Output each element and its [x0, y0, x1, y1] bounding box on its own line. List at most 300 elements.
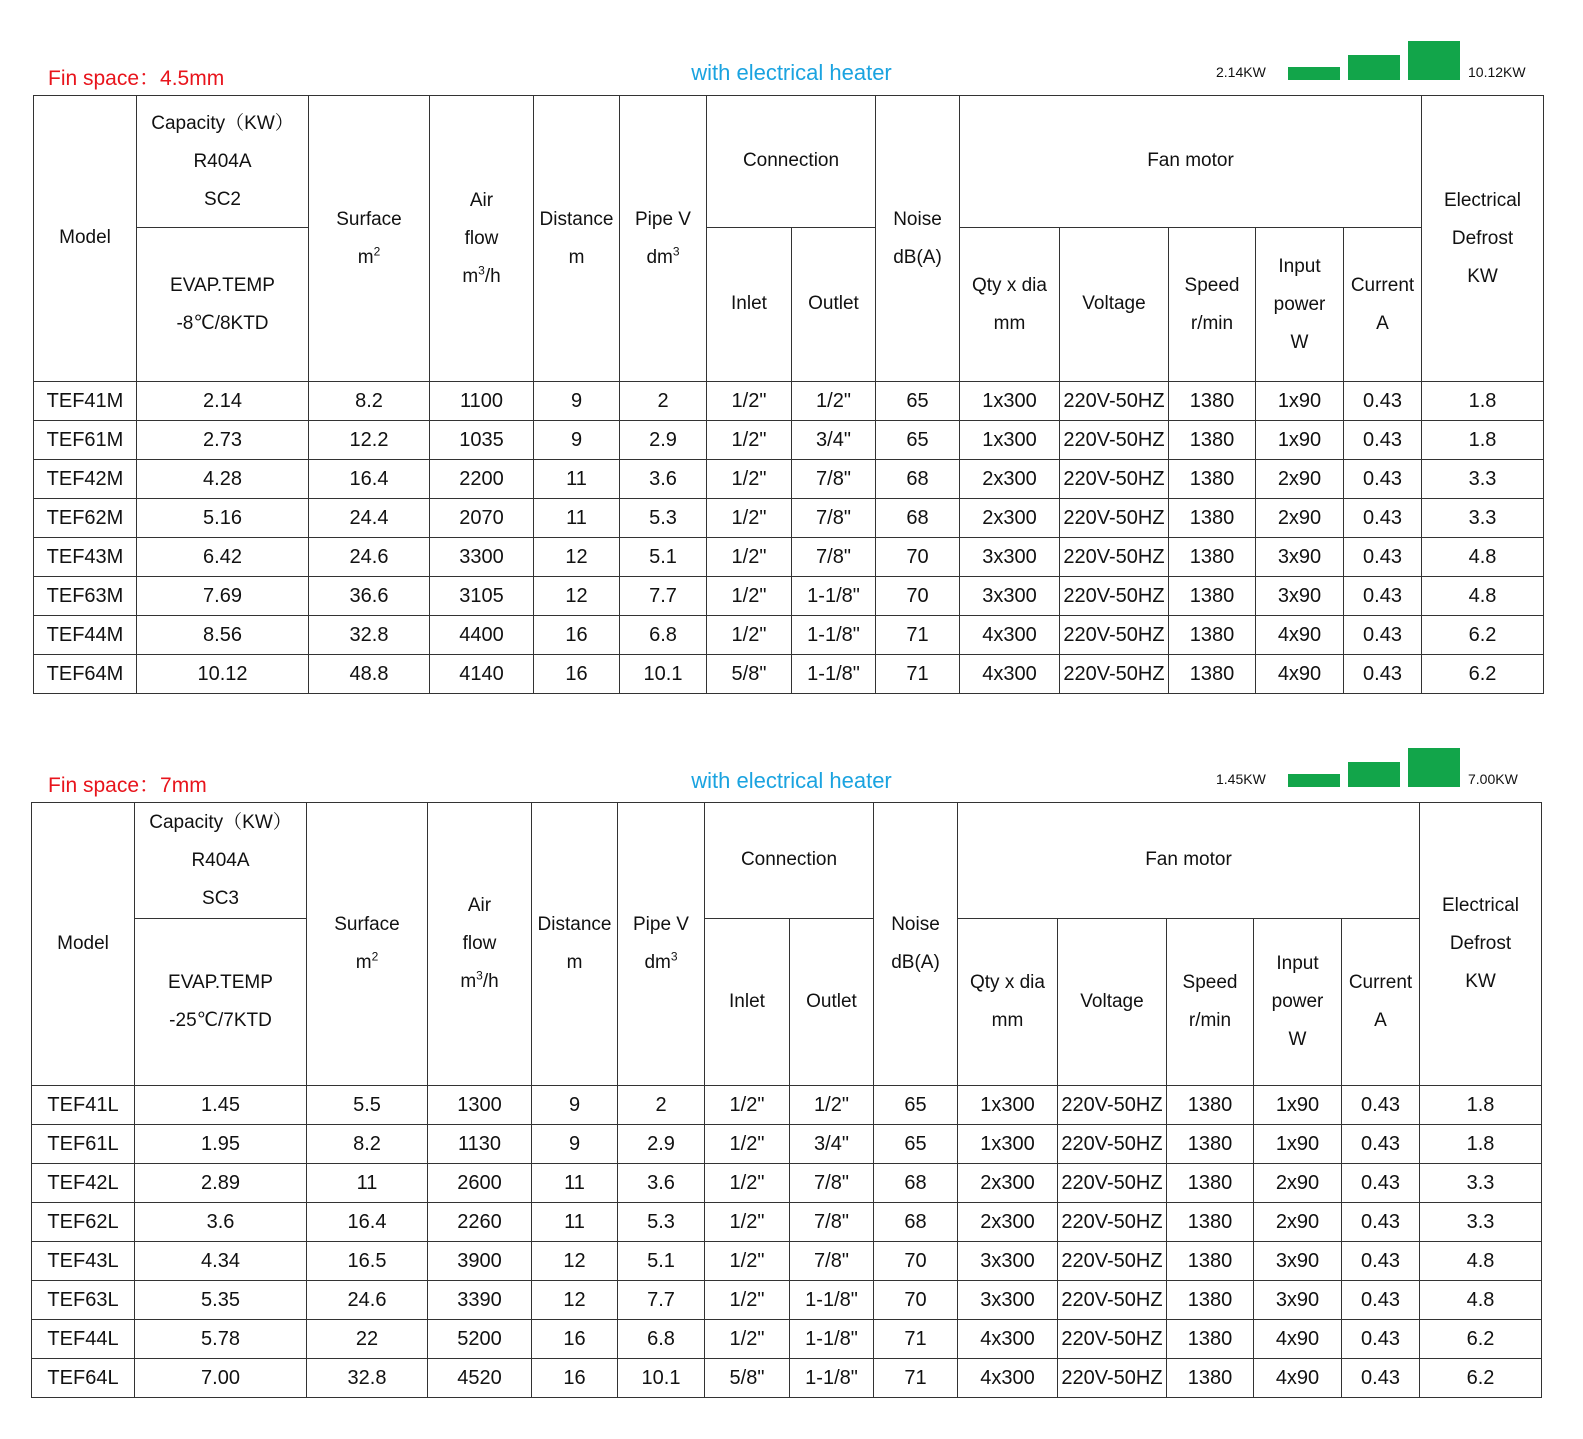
table-cell: 1/2" [705, 1086, 790, 1125]
table-cell: 16 [532, 1320, 618, 1359]
table-cell: 4x300 [958, 1359, 1058, 1398]
table-cell: 3x300 [958, 1242, 1058, 1281]
table-cell: 70 [876, 577, 960, 616]
table-cell: TEF41M [34, 382, 137, 421]
table-cell: 12 [534, 577, 620, 616]
table-cell: 68 [876, 460, 960, 499]
table-cell: 1/2" [707, 616, 792, 655]
table-cell: TEF61L [32, 1125, 135, 1164]
table-row [34, 499, 1544, 538]
table-cell: 7.69 [137, 577, 309, 616]
table-cell: 2.89 [135, 1164, 307, 1203]
heater-label: with electrical heater [691, 60, 892, 85]
table-cell: 220V-50HZ [1060, 499, 1169, 538]
table-cell: 0.43 [1342, 1281, 1420, 1320]
table-cell: 3x300 [960, 577, 1060, 616]
table-cell: TEF62M [34, 499, 137, 538]
table-cell: 0.43 [1344, 538, 1422, 577]
header-air-flow: Air flow $m^3/h$ [430, 96, 534, 382]
header-capacity: Capacity（KW） R404A SC2 [137, 96, 309, 228]
header-distance: Distance m [534, 96, 620, 382]
table-cell: 1.8 [1422, 382, 1544, 421]
table-cell: 0.43 [1342, 1203, 1420, 1242]
table-cell: 2x90 [1256, 499, 1344, 538]
table-cell: 1/2" [705, 1320, 790, 1359]
table-cell: TEF64L [32, 1359, 135, 1398]
table-cell: 3.6 [135, 1203, 307, 1242]
table-cell: 11 [532, 1164, 618, 1203]
header-qty-dia: Qty x dia mm [960, 228, 1060, 382]
table-cell: 1x300 [958, 1086, 1058, 1125]
table-cell: 12 [534, 538, 620, 577]
table-cell: 4520 [428, 1359, 532, 1398]
table-cell: 220V-50HZ [1058, 1203, 1167, 1242]
table-cell: 3x90 [1254, 1281, 1342, 1320]
table-cell: 68 [876, 499, 960, 538]
table-cell: 0.43 [1344, 382, 1422, 421]
table-cell: 24.4 [309, 499, 430, 538]
header-distance: Distance m [532, 803, 618, 1086]
table-cell: 9 [534, 382, 620, 421]
table-cell: 220V-50HZ [1058, 1125, 1167, 1164]
table-cell: 4.8 [1420, 1242, 1542, 1281]
table-cell: 1x90 [1256, 421, 1344, 460]
table-cell: 1130 [428, 1125, 532, 1164]
table-cell: 6.8 [618, 1320, 705, 1359]
table-row [32, 1242, 1542, 1281]
table-cell: 3x90 [1254, 1242, 1342, 1281]
header-capacity: Capacity（KW） R404A SC3 [135, 803, 307, 919]
header-speed: Speed r/min [1167, 919, 1254, 1086]
legend-bar-medium [1348, 55, 1400, 80]
table-cell: 7/8" [792, 499, 876, 538]
table-cell: 2x90 [1254, 1164, 1342, 1203]
table-cell: 8.56 [137, 616, 309, 655]
table-cell: 1380 [1169, 499, 1256, 538]
table-cell: 5/8" [707, 655, 792, 694]
table-cell: 11 [532, 1203, 618, 1242]
table-cell: 5.35 [135, 1281, 307, 1320]
evap-condition: -8℃/8KTD [176, 312, 269, 334]
table-cell: 12.2 [309, 421, 430, 460]
table-cell: 6.42 [137, 538, 309, 577]
table-cell: 4x300 [958, 1320, 1058, 1359]
table-cell: 1380 [1167, 1086, 1254, 1125]
table-cell: 2 [620, 382, 707, 421]
table-cell: TEF43M [34, 538, 137, 577]
header-model: Model [34, 96, 137, 382]
table-cell: 1/2" [707, 538, 792, 577]
table-cell: 1100 [430, 382, 534, 421]
table-cell: 5.3 [620, 499, 707, 538]
header-noise: Noise dB(A) [876, 96, 960, 382]
table-cell: 65 [876, 421, 960, 460]
table-cell: 7/8" [790, 1164, 874, 1203]
table-cell: 220V-50HZ [1060, 655, 1169, 694]
table-cell: 68 [874, 1203, 958, 1242]
table-cell: 4x90 [1256, 655, 1344, 694]
table-cell: 220V-50HZ [1058, 1086, 1167, 1125]
table-cell: 9 [534, 421, 620, 460]
table-row [32, 1125, 1542, 1164]
table-cell: 10.12 [137, 655, 309, 694]
table-cell: 9 [532, 1086, 618, 1125]
table-cell: 1/2" [705, 1203, 790, 1242]
table-cell: 5/8" [705, 1359, 790, 1398]
table-cell: TEF62L [32, 1203, 135, 1242]
header-voltage: Voltage [1060, 228, 1169, 382]
sc-value: SC3 [202, 887, 239, 909]
table-cell: 3/4" [792, 421, 876, 460]
table-cell: 5.1 [618, 1242, 705, 1281]
legend-bar-large [1408, 41, 1460, 80]
table-cell: 4.28 [137, 460, 309, 499]
header-current: Current A [1344, 228, 1422, 382]
table-cell: 2x300 [960, 499, 1060, 538]
legend-min: 2.14KW [1216, 64, 1266, 80]
header-inlet: Inlet [707, 228, 792, 382]
table-cell: 1380 [1167, 1320, 1254, 1359]
table-cell: 1380 [1169, 655, 1256, 694]
header-fan-motor: Fan motor [960, 96, 1422, 228]
table-cell: 70 [874, 1242, 958, 1281]
table-cell: 1380 [1167, 1242, 1254, 1281]
table-cell: 0.43 [1342, 1086, 1420, 1125]
table-cell: 1.8 [1422, 421, 1544, 460]
table-cell: 6.2 [1420, 1320, 1542, 1359]
table-cell: 4x90 [1254, 1359, 1342, 1398]
table-cell: 32.8 [307, 1359, 428, 1398]
legend-bar-small [1288, 774, 1340, 787]
spec-table [31, 802, 1542, 1398]
sc-value: SC2 [204, 188, 241, 210]
header-voltage: Voltage [1058, 919, 1167, 1086]
table-cell: 3105 [430, 577, 534, 616]
table-cell: 65 [876, 382, 960, 421]
table-cell: 1035 [430, 421, 534, 460]
table-cell: 1380 [1169, 382, 1256, 421]
table-cell: 24.6 [309, 538, 430, 577]
table-cell: 32.8 [309, 616, 430, 655]
table-cell: 0.43 [1344, 577, 1422, 616]
table-cell: 4.8 [1422, 538, 1544, 577]
table-cell: 3.6 [618, 1164, 705, 1203]
table-cell: 2070 [430, 499, 534, 538]
table-cell: 12 [532, 1242, 618, 1281]
header-defrost: Electrical Defrost KW [1422, 96, 1544, 382]
header-evap-temp: EVAP.TEMP -25℃/7KTD [135, 919, 307, 1086]
table-cell: 4.8 [1420, 1281, 1542, 1320]
table-cell: 3.3 [1420, 1164, 1542, 1203]
table-cell: 1380 [1169, 421, 1256, 460]
table-cell: 1/2" [707, 499, 792, 538]
header-evap-temp: EVAP.TEMP -8℃/8KTD [137, 228, 309, 382]
table-cell: 2.14 [137, 382, 309, 421]
table-cell: 1-1/8" [790, 1281, 874, 1320]
table-cell: 4400 [430, 616, 534, 655]
table-row [34, 616, 1544, 655]
table-cell: 0.43 [1342, 1164, 1420, 1203]
table-cell: 7/8" [792, 460, 876, 499]
table-cell: 6.2 [1422, 655, 1544, 694]
table-cell: 2 [618, 1086, 705, 1125]
table-cell: 10.1 [620, 655, 707, 694]
table-cell: 2x300 [958, 1164, 1058, 1203]
table-cell: 2x300 [960, 460, 1060, 499]
table-cell: 3x90 [1256, 577, 1344, 616]
table-cell: 65 [874, 1086, 958, 1125]
table-cell: 0.43 [1344, 421, 1422, 460]
table-cell: 71 [876, 616, 960, 655]
header-surface: Surface $m^2$ [307, 803, 428, 1086]
table-cell: 1380 [1169, 616, 1256, 655]
table-cell: 3390 [428, 1281, 532, 1320]
table-cell: 5.3 [618, 1203, 705, 1242]
table-cell: TEF44L [32, 1320, 135, 1359]
table-cell: 71 [874, 1359, 958, 1398]
fin-space-label: Fin space：4.5mm [48, 67, 225, 90]
header-air-flow: Air flow $m^3/h$ [428, 803, 532, 1086]
table-cell: 3x300 [958, 1281, 1058, 1320]
table-cell: 1x90 [1254, 1125, 1342, 1164]
table-cell: 220V-50HZ [1060, 421, 1169, 460]
table-cell: 1x90 [1256, 382, 1344, 421]
table-cell: 10.1 [618, 1359, 705, 1398]
heater-label: with electrical heater [691, 768, 892, 793]
header-outlet: Outlet [790, 919, 874, 1086]
header-qty-dia: Qty x dia mm [958, 919, 1058, 1086]
table-cell: 16.5 [307, 1242, 428, 1281]
table-cell: 9 [532, 1125, 618, 1164]
table-cell: 2.73 [137, 421, 309, 460]
table-cell: 1380 [1167, 1281, 1254, 1320]
table-cell: 3900 [428, 1242, 532, 1281]
table-cell: 1/2" [705, 1281, 790, 1320]
table-cell: 4140 [430, 655, 534, 694]
table-cell: 3300 [430, 538, 534, 577]
table-cell: 3.3 [1422, 499, 1544, 538]
table-cell: 3.3 [1420, 1203, 1542, 1242]
table-cell: 1/2" [705, 1125, 790, 1164]
table-cell: 2260 [428, 1203, 532, 1242]
table-cell: 1380 [1167, 1125, 1254, 1164]
table-cell: 48.8 [309, 655, 430, 694]
table-cell: 6.2 [1420, 1359, 1542, 1398]
table-cell: 7/8" [790, 1203, 874, 1242]
table-cell: 70 [876, 538, 960, 577]
table-cell: 4.8 [1422, 577, 1544, 616]
table-cell: 12 [532, 1281, 618, 1320]
header-defrost: Electrical Defrost KW [1420, 803, 1542, 1086]
table-cell: 71 [876, 655, 960, 694]
table-cell: 7.7 [620, 577, 707, 616]
table-cell: TEF42M [34, 460, 137, 499]
header-pipe: Pipe V $dm^3$ [620, 96, 707, 382]
table-cell: 3.6 [620, 460, 707, 499]
table-row [32, 1359, 1542, 1398]
evap-condition: -25℃/7KTD [169, 1010, 272, 1031]
table-cell: 1/2" [790, 1086, 874, 1125]
table-row [32, 1320, 1542, 1359]
header-current: Current A [1342, 919, 1420, 1086]
table-cell: 220V-50HZ [1058, 1359, 1167, 1398]
header-inlet: Inlet [705, 919, 790, 1086]
table-cell: TEF42L [32, 1164, 135, 1203]
table-cell: 1/2" [705, 1164, 790, 1203]
table-cell: 70 [874, 1281, 958, 1320]
table-cell: 8.2 [309, 382, 430, 421]
table-cell: 68 [874, 1164, 958, 1203]
table-cell: 4x300 [960, 655, 1060, 694]
header-input-power: Input power W [1254, 919, 1342, 1086]
table-cell: 1-1/8" [792, 655, 876, 694]
table-cell: 1/2" [707, 577, 792, 616]
header-input-power: Input power W [1256, 228, 1344, 382]
table-cell: 22 [307, 1320, 428, 1359]
table-cell: 1x300 [960, 382, 1060, 421]
table-row [34, 577, 1544, 616]
table-row [32, 1086, 1542, 1125]
table-cell: TEF43L [32, 1242, 135, 1281]
header-pipe: Pipe V $dm^3$ [618, 803, 705, 1086]
table-cell: 1380 [1167, 1203, 1254, 1242]
table-cell: 1x90 [1254, 1086, 1342, 1125]
table-cell: 11 [307, 1164, 428, 1203]
table-cell: TEF64M [34, 655, 137, 694]
table-cell: 4x90 [1256, 616, 1344, 655]
table-row [34, 421, 1544, 460]
table-cell: 4.34 [135, 1242, 307, 1281]
table-cell: 1380 [1167, 1359, 1254, 1398]
table-cell: 3.3 [1422, 460, 1544, 499]
table-cell: 0.43 [1342, 1125, 1420, 1164]
table-cell: 24.6 [307, 1281, 428, 1320]
table-cell: 5200 [428, 1320, 532, 1359]
header-fan-motor: Fan motor [958, 803, 1420, 919]
table-cell: 1x300 [960, 421, 1060, 460]
table-cell: 1.8 [1420, 1125, 1542, 1164]
table-cell: 1/2" [705, 1242, 790, 1281]
table-cell: 1380 [1169, 577, 1256, 616]
table-cell: 2200 [430, 460, 534, 499]
capacity-legend [1150, 748, 1550, 798]
table-cell: 2x90 [1256, 460, 1344, 499]
table-cell: 11 [534, 499, 620, 538]
header-noise: Noise dB(A) [874, 803, 958, 1086]
header-model: Model [32, 803, 135, 1086]
legend-bar-large [1408, 748, 1460, 787]
table-cell: 1380 [1169, 460, 1256, 499]
table-cell: 1300 [428, 1086, 532, 1125]
legend-min: 1.45KW [1216, 771, 1266, 787]
table-cell: 0.43 [1344, 460, 1422, 499]
table-cell: 1/2" [707, 421, 792, 460]
table-cell: 3x90 [1256, 538, 1344, 577]
legend-bar-medium [1348, 762, 1400, 787]
header-connection: Connection [705, 803, 874, 919]
header-surface: Surface $m^2$ [309, 96, 430, 382]
table-cell: 220V-50HZ [1058, 1281, 1167, 1320]
table-cell: 220V-50HZ [1060, 577, 1169, 616]
table-cell: 1.95 [135, 1125, 307, 1164]
table-cell: 5.1 [620, 538, 707, 577]
table-cell: 1/2" [792, 382, 876, 421]
table-cell: 5.78 [135, 1320, 307, 1359]
table-cell: 65 [874, 1125, 958, 1164]
table-cell: TEF61M [34, 421, 137, 460]
table-cell: 3/4" [790, 1125, 874, 1164]
table-cell: 1/2" [707, 460, 792, 499]
table-cell: 1x300 [958, 1125, 1058, 1164]
table-row [34, 382, 1544, 421]
table-cell: 0.43 [1342, 1320, 1420, 1359]
header-speed: Speed r/min [1169, 228, 1256, 382]
table-cell: 16 [534, 655, 620, 694]
table-cell: 16.4 [307, 1203, 428, 1242]
table-cell: 1-1/8" [792, 577, 876, 616]
table-cell: 2.9 [620, 421, 707, 460]
table-cell: 1380 [1167, 1164, 1254, 1203]
table-cell: 220V-50HZ [1058, 1164, 1167, 1203]
table-cell: 220V-50HZ [1060, 616, 1169, 655]
table-row [34, 460, 1544, 499]
table-cell: 0.43 [1344, 616, 1422, 655]
table-cell: 6.8 [620, 616, 707, 655]
legend-max: 10.12KW [1468, 64, 1526, 80]
fin-space-label: Fin space：7mm [48, 774, 207, 797]
table-cell: 2600 [428, 1164, 532, 1203]
table-cell: 4x300 [960, 616, 1060, 655]
capacity-legend [1150, 41, 1550, 91]
table-cell: 0.43 [1344, 499, 1422, 538]
table-cell: 220V-50HZ [1058, 1320, 1167, 1359]
table-cell: 36.6 [309, 577, 430, 616]
table-cell: TEF44M [34, 616, 137, 655]
legend-max: 7.00KW [1468, 771, 1518, 787]
table-cell: 220V-50HZ [1058, 1242, 1167, 1281]
legend-bar-small [1288, 67, 1340, 80]
table-cell: 2.9 [618, 1125, 705, 1164]
table-cell: 2x300 [958, 1203, 1058, 1242]
table-cell: 3x300 [960, 538, 1060, 577]
table-cell: 0.43 [1342, 1359, 1420, 1398]
table-cell: 7.00 [135, 1359, 307, 1398]
table-cell: 220V-50HZ [1060, 460, 1169, 499]
table-row [34, 538, 1544, 577]
table-row [32, 1203, 1542, 1242]
table-cell: 5.16 [137, 499, 309, 538]
table-cell: 1.8 [1420, 1086, 1542, 1125]
table-cell: 220V-50HZ [1060, 538, 1169, 577]
table-cell: 16.4 [309, 460, 430, 499]
table-cell: 71 [874, 1320, 958, 1359]
table-cell: 11 [534, 460, 620, 499]
table-cell: 7/8" [790, 1242, 874, 1281]
table-cell: TEF63L [32, 1281, 135, 1320]
table-cell: TEF63M [34, 577, 137, 616]
table-cell: 220V-50HZ [1060, 382, 1169, 421]
table-cell: 5.5 [307, 1086, 428, 1125]
table-row [32, 1281, 1542, 1320]
table-cell: 1380 [1169, 538, 1256, 577]
table-cell: TEF41L [32, 1086, 135, 1125]
table-cell: 16 [532, 1359, 618, 1398]
table-row [32, 1164, 1542, 1203]
table-cell: 4x90 [1254, 1320, 1342, 1359]
table-cell: 8.2 [307, 1125, 428, 1164]
table-cell: 1-1/8" [790, 1359, 874, 1398]
spec-table [33, 95, 1544, 694]
